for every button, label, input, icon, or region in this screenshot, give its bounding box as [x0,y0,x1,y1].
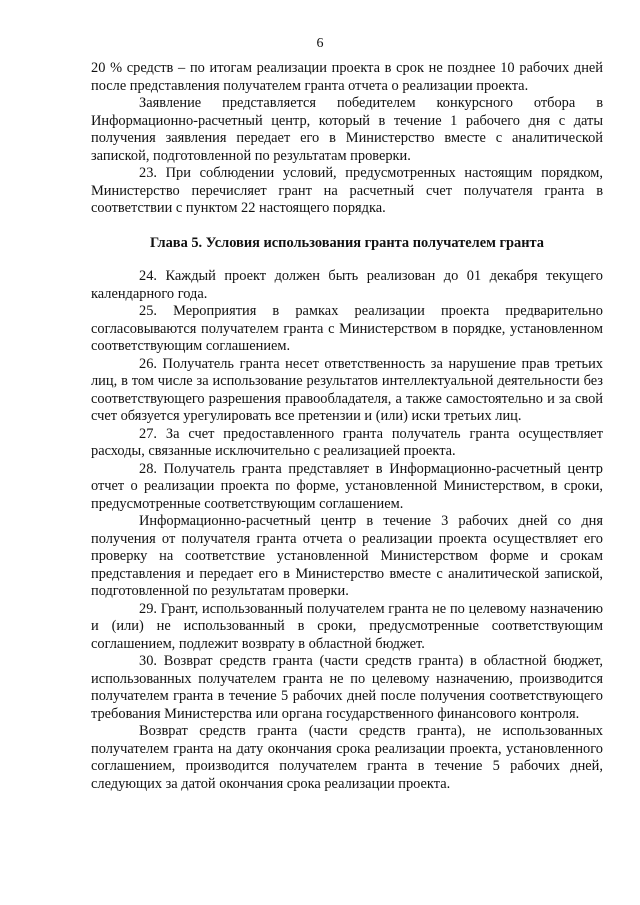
document-body [91,60,603,793]
paragraph-28: 28. Получатель гранта представляет в Информационно-расчетный центр отчет о реализации проекта по форме, установленной Министерством, в сроки, предусмотренные соответствующим соглашением. [91,460,603,512]
paragraph-30-return: Возврат средств гранта (части средств гранта), не использованных получателем гранта на дату окончания срока реализации проекта, установленного соглашением, производится получателем гранта в течение 5 рабочих дней, следующих за датой окончания срока реализации проекта. [91,723,603,792]
paragraph-27: 27. За счет предоставленного гранта получатель гранта осуществляет расходы, связанные исключительно с реализацией проекта. [91,425,603,459]
paragraph-application: Заявление представляется победителем конкурсного отбора в Информационно-расчетный центр, который в течение 1 рабочего дня с даты получения заявления передает его в Министерство вместе с аналитической запиской, подготовленной по результатам проверки. [91,95,603,164]
paragraph-28-check: Информационно-расчетный центр в течение 3 рабочих дней со дня получения от получателя гранта отчета о реализации проекта осуществляет его проверку на соответствие установленной Министерством форме и срокам представления и передает его в Министерство вместе с аналитической запиской, подготовленной по результатам проверки. [91,513,603,599]
chapter-heading: Глава 5. Условия использования гранта получателем гранта [150,234,544,251]
paragraph-25: 25. Мероприятия в рамках реализации проекта предварительно согласовываются получателем гранта с Министерством в порядке, установленном соответствующим соглашением. [91,303,603,354]
paragraph-26: 26. Получатель гранта несет ответственность за нарушение прав третьих лиц, в том числе за использование результатов интеллектуальной деятельности без соответствующего разрешения правообладателя, а также самостоятельно и за свой счет обязуется урегулировать все претензии и (или) иски третьих лиц. [91,355,603,424]
paragraph-30: 30. Возврат средств гранта (части средств гранта) в областной бюджет, использованных получателем гранта не по целевому назначению, производится получателем гранта в течение 5 рабочих дней после получения соответствующего требования Министерства или органа государственного финансового контроля. [91,653,603,722]
paragraph-23: 23. При соблюдении условий, предусмотренных настоящим порядком, Министерство перечисляет грант на расчетный счет получателя гранта в соответствии с пунктом 22 настоящего порядка. [91,165,603,216]
paragraph-24: 24. Каждый проект должен быть реализован до 01 декабря текущего календарного года. [91,268,603,302]
paragraph-continuation: 20 % средств – по итогам реализации проекта в срок не позднее 10 рабочих дней после представления получателем гранта отчета о реализации проекта. [91,60,603,94]
paragraph-29: 29. Грант, использованный получателем гранта не по целевому назначению и (или) не использованный в сроки, предусмотренные соответствующим соглашением, подлежит возврату в областной бюджет. [91,600,603,652]
page-number: 6 [316,36,324,51]
